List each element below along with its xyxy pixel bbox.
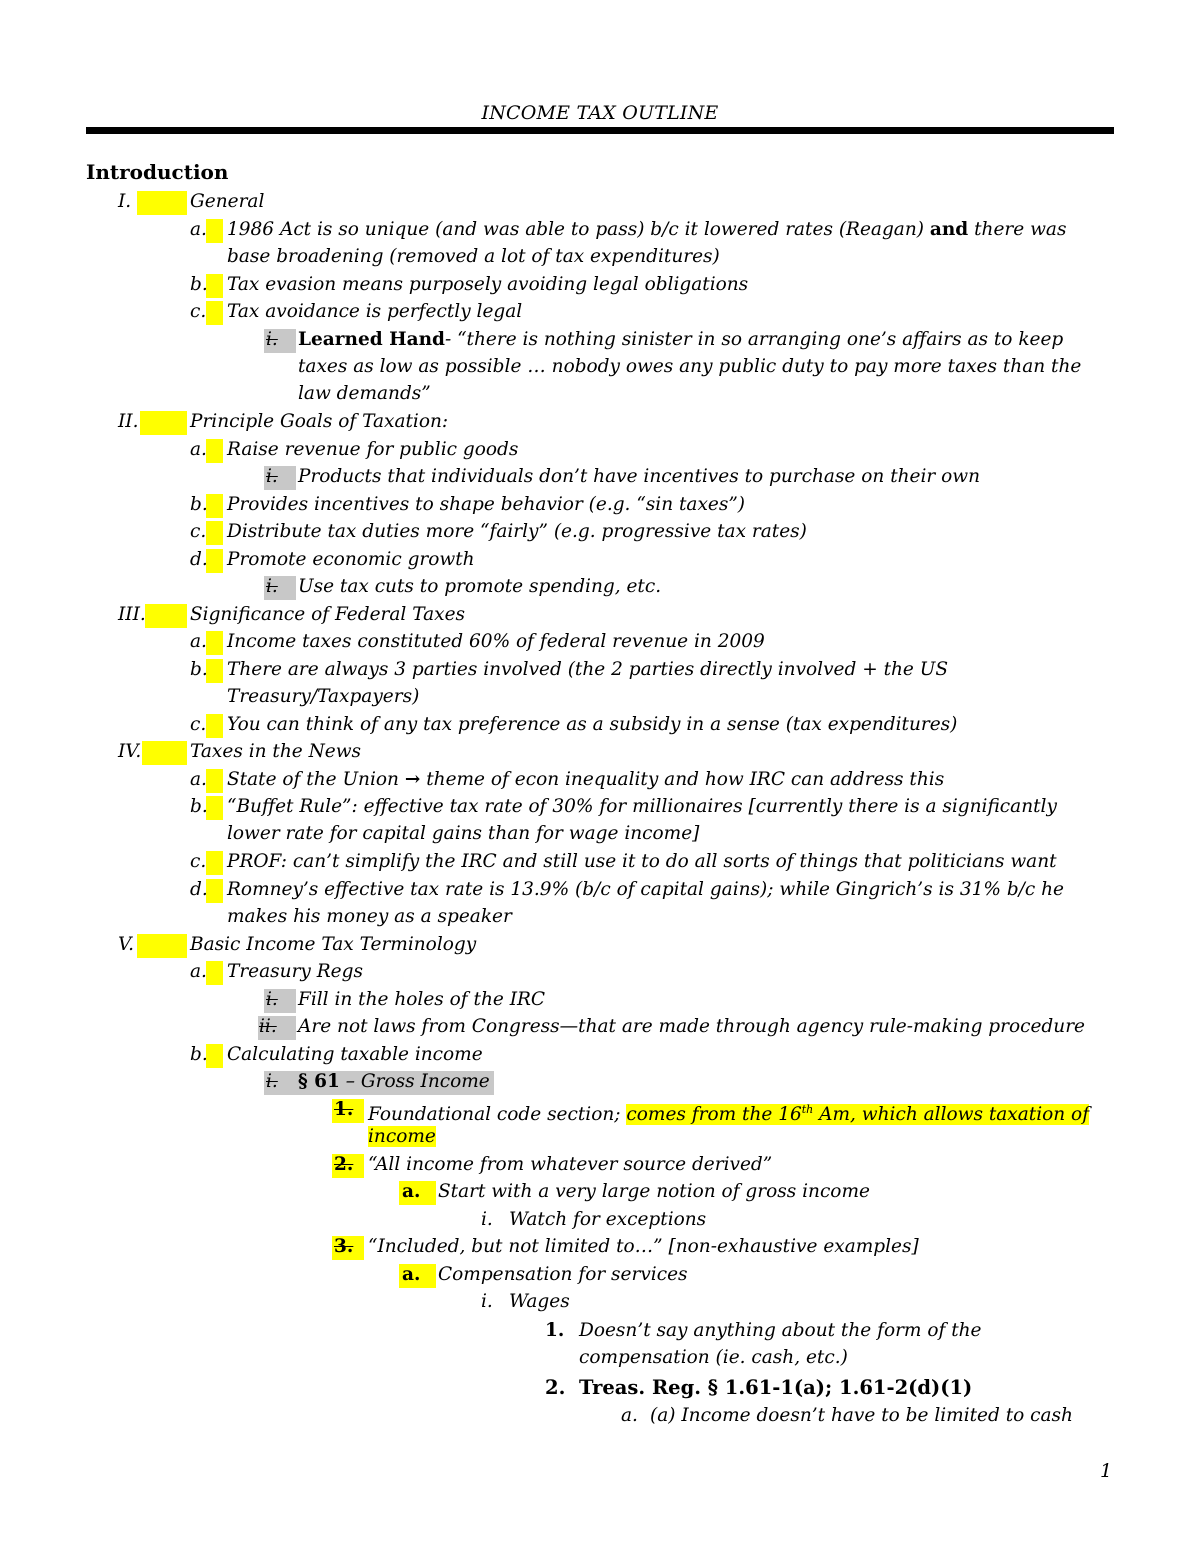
highlight-mark <box>145 604 187 628</box>
outline-marker: a. <box>190 961 207 982</box>
outline-marker: 1. <box>545 1320 565 1341</box>
outline-marker: c. <box>190 301 207 322</box>
outline-marker: a. <box>621 1405 638 1426</box>
outline-marker: b. <box>190 274 208 295</box>
outline-item: Distribute tax duties more “fairly” (e.g. progressive tax rates) <box>227 521 807 542</box>
outline-marker: a. <box>190 439 207 460</box>
outline-item: Wages <box>509 1291 570 1312</box>
highlight-part: Am, which allows taxation of <box>813 1104 1090 1126</box>
arrow-icon: → <box>404 769 421 790</box>
outline-item: Raise revenue for public goods <box>227 439 519 460</box>
item-text: Foundational code section; <box>368 1104 621 1126</box>
outline-item-cont: makes his money as a speaker <box>227 906 512 927</box>
highlighted-text <box>626 1104 1089 1125</box>
outline-item: Doesn’t say anything about the form of the <box>579 1320 982 1341</box>
outline-marker: c. <box>190 521 207 542</box>
outline-item: “Included, but not limited to…” [non-exhaustive examples] <box>368 1236 919 1257</box>
outline-item: Tax avoidance is perfectly legal <box>227 301 523 322</box>
outline-item: There are always 3 parties involved (the 2 parties directly involved + the US <box>227 659 949 680</box>
outline-item: Compensation for services <box>438 1264 688 1285</box>
outline-marker: b. <box>190 494 208 515</box>
document-title: INCOME TAX OUTLINE <box>481 102 719 124</box>
highlight-mark <box>206 274 223 298</box>
highlight-mark <box>206 521 223 545</box>
outline-marker: a. <box>190 219 207 240</box>
outline-item <box>227 217 1066 243</box>
item-text: theme of econ inequality and how IRC can address this <box>426 769 945 790</box>
outline-item: Income taxes constituted 60% of federal revenue in 2009 <box>227 631 765 652</box>
outline-item: Promote economic growth <box>227 549 475 570</box>
outline-item-cont <box>368 1124 436 1150</box>
item-text: – Gross Income <box>339 1071 490 1092</box>
outline-marker: b. <box>190 1044 208 1065</box>
outline-item: Romney’s effective tax rate is 13.9% (b/c of capital gains); while Gingrich’s is 31% b/c he <box>227 879 1064 900</box>
outline-item: Tax evasion means purposely avoiding legal obligations <box>227 274 749 295</box>
outline-item-cont: base broadening (removed a lot of tax expenditures) <box>227 246 720 267</box>
item-text: 1986 Act is so unique (and was able to pass) b/c it lowered rates (Reagan) <box>227 219 924 240</box>
outline-marker: IV. <box>118 741 142 762</box>
highlight-mark <box>206 851 223 875</box>
highlight-mark <box>140 411 187 435</box>
highlight-mark <box>206 494 223 518</box>
outline-item <box>227 767 944 793</box>
outline-heading: Principle Goals of Taxation: <box>190 411 449 432</box>
outline-marker: a. <box>190 769 207 790</box>
outline-item: PROF: can’t simplify the IRC and still use it to do all sorts of things that politicians want <box>227 851 1057 872</box>
outline-heading: Taxes in the News <box>190 741 362 762</box>
highlight-mark <box>206 769 223 793</box>
header-rule <box>86 127 1114 134</box>
highlight-mark <box>206 439 223 463</box>
emphasis: and <box>929 219 969 240</box>
item-text: State of the Union <box>227 769 399 790</box>
outline-item-cont: lower rate for capital gains than for wage income] <box>227 823 700 844</box>
regulation-citation: Treas. Reg. § 1.61-1(a); 1.61-2(d)(1) <box>579 1376 973 1399</box>
code-section: § 61 <box>298 1071 340 1092</box>
outline-marker: 2. <box>545 1376 566 1399</box>
highlight-mark <box>137 191 187 215</box>
outline-item: (a) Income doesn’t have to be limited to cash <box>650 1405 1073 1426</box>
highlight-mark <box>206 631 223 655</box>
outline-marker: c. <box>190 851 207 872</box>
outline-marker: a. <box>190 631 207 652</box>
outline-item: Start with a very large notion of gross income <box>438 1181 870 1202</box>
outline-marker: d. <box>190 549 208 570</box>
outline-marker: 2. <box>334 1154 354 1175</box>
item-text: - “there is nothing sinister in so arranging one’s affairs as to keep <box>444 329 1064 350</box>
outline-heading: Significance of Federal Taxes <box>190 604 466 625</box>
page-number: 1 <box>1100 1460 1113 1482</box>
outline-marker: II. <box>118 411 139 432</box>
highlight-mark <box>137 934 187 958</box>
outline-item: Provides incentives to shape behavior (e.g. “sin taxes”) <box>227 494 745 515</box>
outline-marker: i. <box>266 1071 278 1092</box>
outline-item-cont: law demands” <box>298 383 431 404</box>
outline-item: Watch for exceptions <box>509 1209 707 1230</box>
superscript: th <box>801 1103 814 1116</box>
outline-item-cont: compensation (ie. cash, etc.) <box>579 1347 848 1368</box>
outline-heading: Basic Income Tax Terminology <box>190 934 477 955</box>
outline-item: “Buffet Rule”: effective tax rate of 30% for millionaires [currently there is a significantly <box>227 796 1057 817</box>
outline-marker: i. <box>481 1291 493 1312</box>
outline-marker: b. <box>190 796 208 817</box>
highlight-mark <box>206 714 223 738</box>
outline-item: Are not laws from Congress—that are made through agency rule-making procedure <box>298 1016 1085 1037</box>
highlight-mark <box>206 961 223 985</box>
outline-marker: a. <box>402 1181 421 1202</box>
outline-item: Products that individuals don’t have incentives to purchase on their own <box>298 466 981 487</box>
outline-marker: i. <box>266 576 278 597</box>
highlight-part: comes from the 16 <box>626 1104 802 1126</box>
outline-marker: b. <box>190 659 208 680</box>
outline-item <box>298 327 1063 353</box>
outline-item-cont: Treasury/Taxpayers) <box>227 686 420 707</box>
outline-item <box>368 1097 1089 1128</box>
highlight-mark <box>206 879 223 903</box>
outline-marker: i. <box>266 329 278 350</box>
highlight-mark <box>206 659 223 683</box>
highlight-mark <box>206 1044 223 1068</box>
highlight-mark <box>206 219 223 243</box>
outline-item: Fill in the holes of the IRC <box>298 989 546 1010</box>
outline-marker: I. <box>118 191 132 212</box>
highlight-mark <box>206 301 223 325</box>
highlight-mark <box>206 549 223 573</box>
highlight-mark <box>206 796 223 820</box>
outline-marker: ii. <box>259 1016 277 1037</box>
outline-marker: d. <box>190 879 208 900</box>
outline-item: You can think of any tax preference as a subsidy in a sense (tax expenditures) <box>227 714 958 735</box>
outline-marker: V. <box>118 934 135 955</box>
outline-marker: i. <box>266 989 278 1010</box>
highlighted-text: income <box>368 1126 436 1147</box>
outline-marker: i. <box>266 466 278 487</box>
outline-item-cont: taxes as low as possible … nobody owes any public duty to pay more taxes than the <box>298 356 1082 377</box>
outline-item: Treasury Regs <box>227 961 363 982</box>
outline-marker: 1. <box>334 1099 354 1120</box>
item-text: there was <box>974 219 1067 240</box>
outline-marker: a. <box>402 1264 421 1285</box>
outline-item <box>298 1069 490 1095</box>
outline-item: Use tax cuts to promote spending, etc. <box>298 576 662 597</box>
outline-item: “All income from whatever source derived” <box>368 1154 773 1175</box>
highlight-mark <box>142 741 187 765</box>
outline-marker: III. <box>118 604 146 625</box>
outline-marker: i. <box>481 1209 493 1230</box>
outline-marker: c. <box>190 714 207 735</box>
emphasis: Learned Hand <box>298 329 445 350</box>
outline-marker: 3. <box>334 1236 354 1257</box>
section-heading: Introduction <box>86 160 229 184</box>
outline-heading: General <box>190 191 265 212</box>
outline-item: Calculating taxable income <box>227 1044 483 1065</box>
